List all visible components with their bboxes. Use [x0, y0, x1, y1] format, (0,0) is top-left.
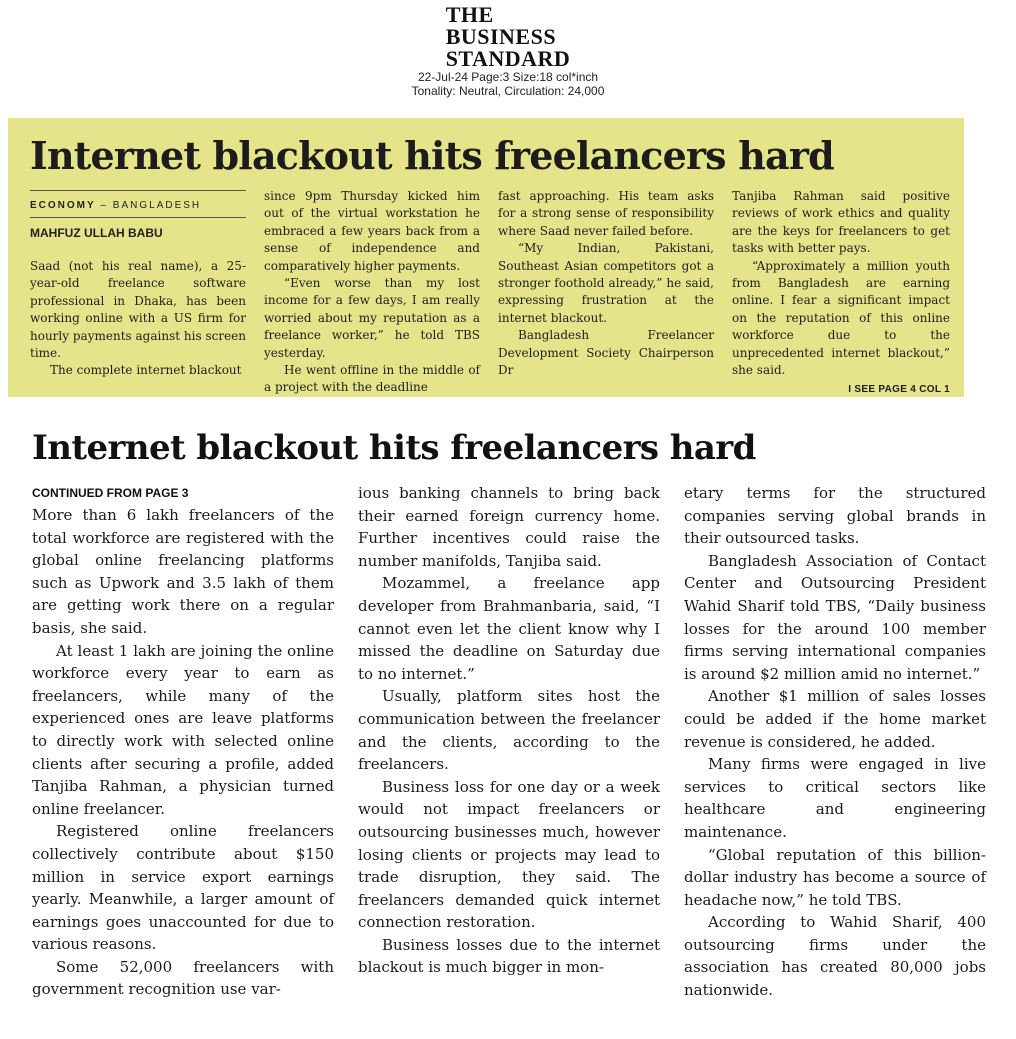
author-name: MAHFUZ ULLAH BABU — [30, 226, 163, 240]
paragraph: Some 52,000 freelancers with government recognition use var- — [32, 957, 334, 999]
continuation-headline: Internet blackout hits freelancers hard — [32, 428, 756, 468]
masthead — [0, 4, 1016, 98]
clipping-meta — [0, 70, 1016, 98]
continuation-column-1 — [32, 504, 334, 1001]
paragraph: Business losses due to the internet blackout is much bigger in mon- — [358, 935, 660, 977]
paragraph: “Even worse than my lost income for a few days, I am really worried about my reputation as a freelance worker,” he told TBS yesterday. — [264, 276, 480, 360]
paragraph: “Approximately a million youth from Bangladesh are earning online. I fear a significant impact on the reputation of this online workforce due to the unprecedented internet blackout,” she said. — [732, 258, 950, 378]
clipping-meta-line-2: Tonality: Neutral, Circulation: 24,000 — [411, 84, 605, 98]
paragraph: He went offline in the middle of a project with the deadline — [264, 363, 480, 395]
see-page-reference: I SEE PAGE 4 COL 1 — [848, 384, 950, 396]
paragraph: At least 1 lakh are joining the online workforce every year to earn as freelancers, while many of the experienced ones are leave platforms to directly work with selected online clients after securing a profile, added Tanjiba Rahman, a physician turned online freelancer. — [32, 641, 334, 818]
front-column-1 — [30, 258, 246, 380]
logo-line-1: THE — [445, 2, 494, 27]
paragraph: Tanjiba Rahman said positive reviews of work ethics and quality are the keys for freelancers to get tasks with better pays. — [732, 189, 950, 256]
paragraph: ious banking channels to bring back their earned foreign currency home. Further incentives could raise the number manifolds, Tanjiba said. — [358, 484, 660, 570]
continuation-column-3 — [684, 482, 986, 1002]
logo-line-2: BUSINESS — [445, 24, 557, 49]
clipping-meta-line-1: 22-Jul-24 Page:3 Size:18 col*inch — [417, 70, 599, 84]
section-sub: – BANGLADESH — [95, 200, 202, 211]
paragraph: More than 6 lakh freelancers of the total workforce are registered with the global online freelancing platforms such as Upwork and 3.5 lakh of them are getting work there on a regular basis, she said. — [32, 506, 334, 637]
paragraph: According to Wahid Sharif, 400 outsourcing firms under the association has created 80,000 jobs nationwide. — [684, 913, 986, 1000]
paragraph: Business loss for one day or a week would not impact freelancers or outsourcing businesses much, however losing clients or projects may lead to trade disruption, they said. The freelancers demanded quick internet connection restoration. — [358, 777, 660, 932]
paragraph: Usually, platform sites host the communication between the freelancer and the clients, according to the freelancers. — [358, 687, 660, 774]
paragraph: Many firms were engaged in live services to critical sectors like healthcare and engineering maintenance. — [684, 755, 986, 841]
section-name: ECONOMY — [30, 200, 96, 211]
section-label — [30, 191, 246, 217]
paragraph: etary terms for the structured companies serving global brands in their outsourced tasks. — [684, 484, 986, 548]
paragraph: The complete internet blackout — [50, 363, 242, 378]
front-column-3 — [498, 188, 714, 379]
paragraph: Bangladesh Freelancer Development Society Chairperson Dr — [498, 328, 714, 378]
paragraph: “Global reputation of this billion-dollar industry has become a source of headache now,” he told TBS. — [684, 845, 986, 909]
paragraph: fast approaching. His team asks for a strong sense of responsibility where Saad never failed before. — [498, 189, 714, 238]
paragraph: since 9pm Thursday kicked him out of the virtual workstation he embraced a few years back from a sense of independence and comparatively higher payments. — [264, 189, 480, 273]
front-page-clipping — [8, 118, 964, 397]
continued-from-label: CONTINUED FROM PAGE 3 — [32, 486, 189, 500]
continuation-column-2 — [358, 482, 660, 979]
paragraph: Another $1 million of sales losses could be added if the home market revenue is considered, he added. — [684, 687, 986, 751]
logo-line-3: STANDARD — [445, 46, 571, 71]
newspaper-logo — [446, 4, 571, 70]
front-column-2 — [264, 188, 480, 397]
paragraph: Bangladesh Association of Contact Center and Outsourcing President Wahid Sharif told TBS, “Daily business losses for the around 100 member firms serving international companies is around $2 million amid no internet.” — [684, 551, 986, 683]
paragraph: “My Indian, Pakistani, Southeast Asian competitors got a stronger foothold already,” he said, expressing frustration at the internet blackout. — [498, 241, 714, 325]
front-column-4 — [732, 188, 950, 399]
front-headline: Internet blackout hits freelancers hard — [30, 133, 834, 178]
paragraph: Saad (not his real name), a 25-year-old freelance software professional in Dhaka, has been working online with a US firm for hourly payments against his screen time. — [30, 259, 246, 361]
byline-box — [30, 190, 246, 240]
paragraph: Registered online freelancers collectively contribute about $150 million in service export earnings yearly. Meanwhile, a larger amount of earnings goes unaccounted for due to various reasons. — [32, 822, 334, 954]
paragraph: Mozammel, a freelance app developer from Brahmanbaria, said, “I cannot even let the client know why I missed the deadline on Saturday due to no internet.” — [358, 574, 660, 683]
